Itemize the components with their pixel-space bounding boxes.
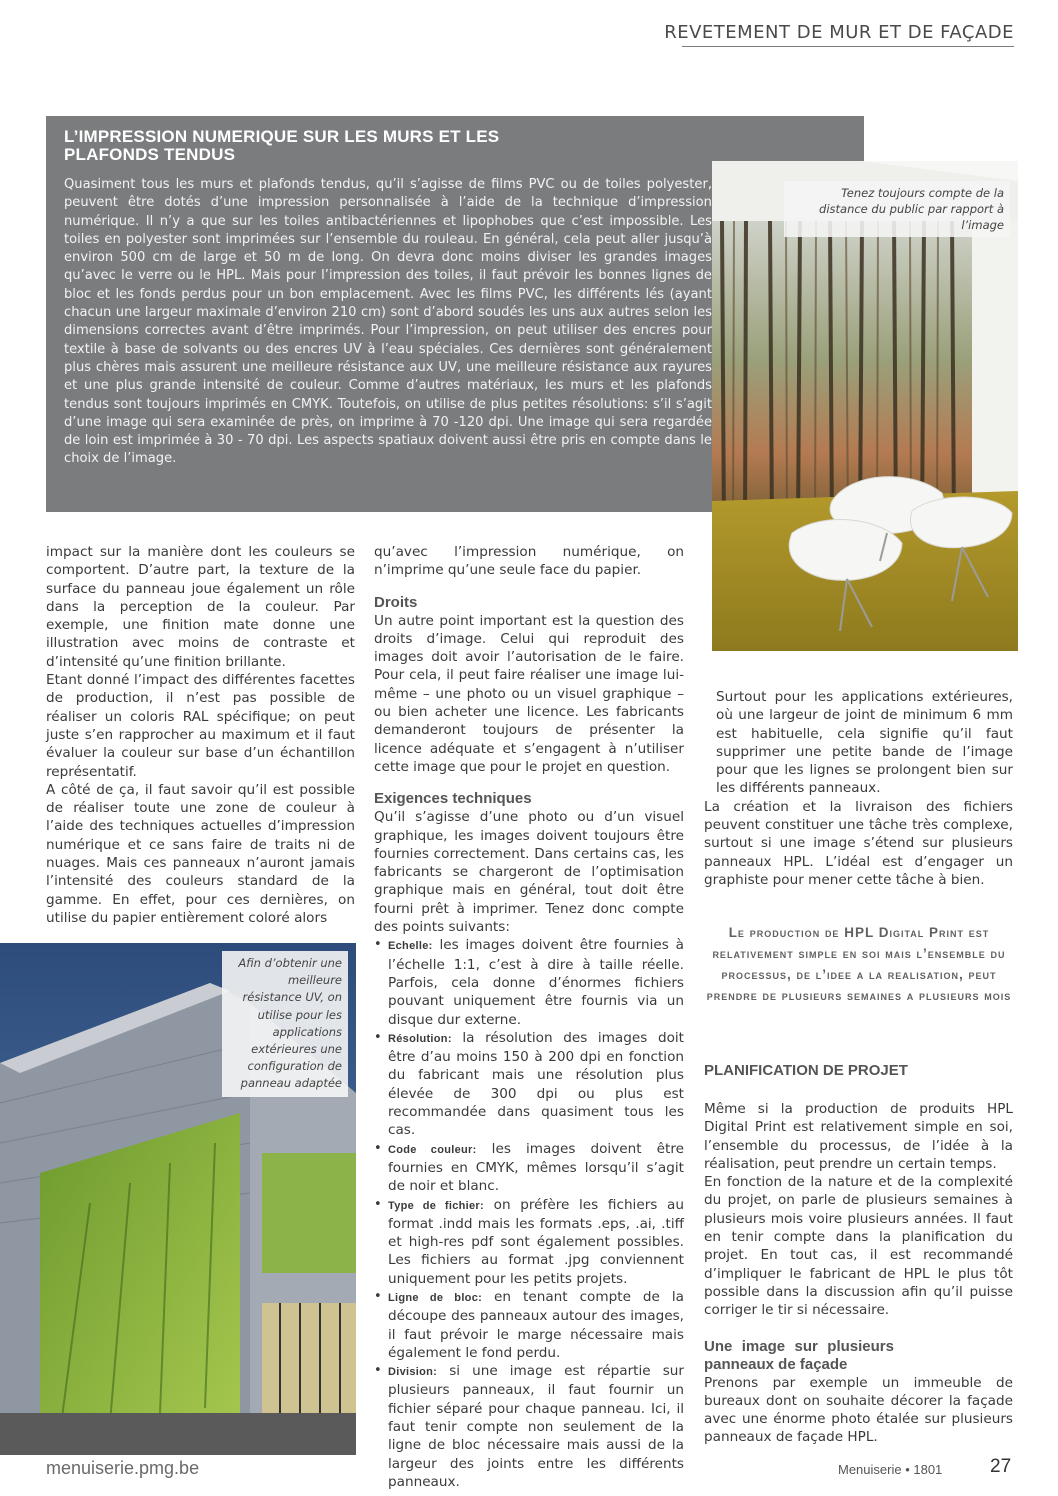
paragraph: Même si la production de produits HPL Digital Print est relativement simple en soi, l’ensemble du processus, de l’idée à la réalisation, peut prendre un certain temps. bbox=[704, 1101, 1013, 1172]
list-item bbox=[374, 1362, 684, 1491]
bullet-label: Résolution: bbox=[388, 1032, 452, 1045]
column-1 bbox=[46, 543, 355, 927]
paragraph: Prenons par exemple un immeuble de bureaux dont on souhaite décorer la façade avec une énorme photo étalée sur plusieurs panneaux de façade HPL. bbox=[704, 1374, 1013, 1446]
subheading-image-panneaux: Une image sur plusieurs panneaux de façade bbox=[704, 1337, 894, 1373]
header-rule bbox=[682, 46, 1014, 47]
column-3-lower bbox=[704, 1062, 1013, 1447]
list-item bbox=[374, 1140, 684, 1196]
paragraph: La création et la livraison des fichiers peuvent constituer une tâche très complexe, surtout si une image s’étend sur plusieurs panneaux HPL. L’idéal est d’engager un graphiste pour mener cette tâche à bien. bbox=[704, 798, 1013, 888]
building-facade-photo bbox=[0, 943, 356, 1455]
bullet-label: Division: bbox=[388, 1366, 438, 1379]
box-text: Quasiment tous les murs et plafonds tendus, qu’il s’agisse de films PVC ou de toiles polyester, peuvent être dotés d’une impression personnalisée à l’aide de la technique d’impression numérique. Il n’y a que sur les toiles antibactériennes et lipophobes que c’est impossible. Les toiles en polyester sont imprimées sur l’ensemble du rouleau. En général, cela peut aller jusqu’à environ 500 cm de large et 50 m de long. On devra donc moins diviser les grandes images qu’avec le verre ou le HPL. Mais pour l’impression des toiles, il faut prévoir les bonnes lignes de bloc et les fonds perdus pour un bon emplacement. Avec les films PVC, les différents lés (ayant chacun une largeur maximale d’environ 210 cm) sont d’abord soudés les uns aux autres selon les dimensions correctes avant d’être imprimés. Pour l’impression, on peut utiliser des encres pour textile à base de solvants ou des encres UV à l’eau spéciales. Ces dernières sont généralement plus chères mais assurent une meilleure résistance aux UV, une meilleure résistance aux rayures et une plus grande intensité de couleur. Comme d’autres matériaux, les murs et les plafonds tendus sont toujours imprimés en CMYK. Toutefois, on utilise de plus petites résolutions: s’il s’agit d’une image qui sera examinée de près, on imprime à 70 -120 dpi. Une image qui sera regardée de loin est imprimée à 30 - 70 dpi. Les aspects spatiaux doivent aussi être pris en compte dans le choix de l’image. bbox=[64, 177, 712, 467]
subheading-exigences: Exigences techniques bbox=[374, 790, 532, 808]
footer-magazine-issue: Menuiserie • 1801 bbox=[838, 1462, 943, 1477]
building-photo-caption: Afin d’obtenir une meilleure résistance UV, on utilise pour les applications extérieures une configuration de panneau adaptée bbox=[222, 951, 348, 1097]
list-item bbox=[374, 1288, 684, 1362]
paragraph: Qu’il s’agisse d’une photo ou d’un visuel graphique, les images doivent toujours être fournies correctement. Dans certains cas, les fabricants se chargeront de l’optimisation graphique mais en général, tout doit être fourni prêt à imprimer. Tenez donc compte des points suivants: bbox=[374, 809, 684, 936]
bullet-text: les images doivent être fournies en CMYK, mêmes lorsqu’il s’agit de noir et blanc. bbox=[388, 1140, 684, 1195]
forest-photo-caption: Tenez toujours compte de la distance du public par rapport à l’image bbox=[784, 181, 1010, 237]
page-number: 27 bbox=[990, 1456, 1012, 1477]
bullet-text: en tenant compte de la découpe des panneaux autour des images, il faut prévoir le marge nécessaire mais également le fond perdu. bbox=[388, 1288, 684, 1361]
requirements-list bbox=[374, 936, 684, 1491]
bullet-label: Ligne de bloc: bbox=[388, 1291, 483, 1304]
bullet-text: on préfère les fichiers au format .indd mais les formats .eps, .ai, .tiff et high-res pdf sont également possibles. Les fichiers au format .jpg conviennent uniquement pour les petits projets. bbox=[388, 1196, 684, 1287]
paragraph: Surtout pour les applications extérieures, où une largeur de joint de minimum 6 mm est habituelle, cela signifie qu’il faut supprimer une petite bande de l’image pour que les lignes se prolongent bien sur les différents panneaux. bbox=[716, 689, 1013, 797]
column-3 bbox=[704, 688, 1013, 889]
bullet-text: si une image est répartie sur plusieurs panneaux, il faut fournir un fichier séparé pour chaque panneau. Ici, il faut tenir compte non seulement de la ligne de bloc nécessaire mais aussi de la largeur des joints entre les différents panneaux. bbox=[388, 1363, 684, 1490]
subheading-droits: Droits bbox=[374, 593, 418, 611]
paragraph: A côté de ça, il faut savoir qu’il est possible de réaliser toute une zone de couleur à l’aide des techniques actuelles d’impression numérique et ce sans faire de traits ni de nuages. Mais ces panneaux n’auront jamais l’intensité des couleurs standard de la gamme. En effet, pour ces dernières, on utilise du papier entièrement coloré alors bbox=[46, 781, 355, 926]
forest-room-photo bbox=[712, 161, 1018, 651]
column-2 bbox=[374, 543, 684, 1491]
paragraph: Etant donné l’impact des différentes facettes de production, il n’est pas possible de réaliser un coloris RAL spécifique; on peut juste s’en rapprocher au maximum et il faut évaluer la couleur sur base d’un échantillon représentatif. bbox=[46, 672, 355, 780]
bullet-text: les images doivent être fournies à l’échelle 1:1, c’est à dire à taille réelle. Parfois, cela donne d’énormes fichiers pouvant uniquement être fournis via un disque dur externe. bbox=[388, 937, 684, 1028]
list-item bbox=[374, 1029, 684, 1140]
paragraph: Un autre point important est la question des droits d’image. Celui qui reproduit des images doit avoir l’autorisation de le faire. Pour cela, il peut faire réaliser une image lui-même – une photo ou un visuel graphique – ou bien acheter une licence. Les fabricants demanderont toujours de présenter la licence adéquate et s’engagent à n’utiliser cette image que pour le projet en question. bbox=[374, 612, 684, 775]
box-title: L’IMPRESSION NUMERIQUE SUR LES MURS ET LES PLAFONDS TENDUS bbox=[64, 127, 500, 164]
list-item bbox=[374, 1196, 684, 1288]
subheading-planification: PLANIFICATION DE PROJET bbox=[704, 1062, 908, 1079]
section-title: REVETEMENT DE MUR ET DE FAÇADE bbox=[664, 22, 1014, 43]
footer-website-link[interactable]: menuiserie.pmg.be bbox=[46, 1458, 200, 1478]
paragraph: En fonction de la nature et de la complexité du projet, on parle de plusieurs semaines à plusieurs mois voire plusieurs années. Il faut en tenir compte dans la planification du projet. En tout cas, il est recommandé d’impliquer le fabricant de HPL le plus tôt possible dans la discussion afin qu’il puisse corriger le tir si nécessaire. bbox=[704, 1174, 1013, 1319]
bullet-label: Type de fichier: bbox=[388, 1199, 484, 1212]
bullet-text: la résolution des images doit être d’au moins 150 à 200 dpi en fonction du fabricant mais une résolution plus élevée de 300 dpi ou plus est recommandée dans quasiment tous les cas. bbox=[388, 1029, 684, 1139]
paragraph: qu’avec l’impression numérique, on n’imprime qu’une seule face du papier. bbox=[374, 544, 684, 579]
list-item bbox=[374, 936, 684, 1028]
pull-quote: Le production de HPL Digital Print est relativement simple en soi mais l’ensemble du processus, de l’idee a la realisation, peut prendre de plusieurs semaines a plusieurs mois bbox=[706, 925, 1012, 1003]
bullet-label: Echelle: bbox=[388, 940, 433, 953]
paragraph: impact sur la manière dont les couleurs se comportent. D’autre part, la texture de la surface du panneau joue également un rôle dans la perception de la couleur. Par exemple, une finition mate donne une illustration avec moins de contraste et d’intensité qu’une finition brillante. bbox=[46, 544, 355, 670]
bullet-label: Code couleur: bbox=[388, 1143, 477, 1156]
